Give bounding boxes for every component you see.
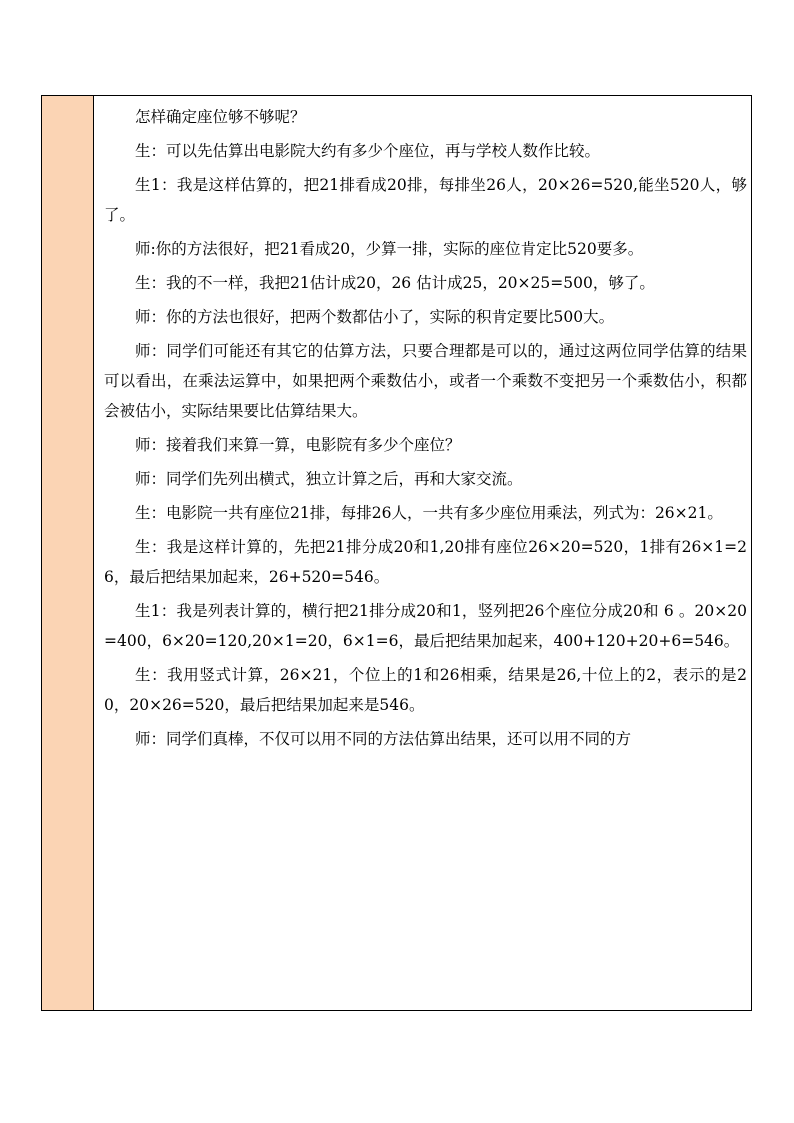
paragraph: 生1：我是列表计算的，横行把21排分成20和1，竖列把26个座位分成20和 6 。20×20=400，6×20=120,20×1=20，6×1=6，最后把结果加起来，400+120+20+6=546。 [104,602,747,650]
paragraph: 师：同学们可能还有其它的估算方法，只要合理都是可以的，通过这两位同学估算的结果可以看出，在乘法运算中，如果把两个乘数估小，或者一个乘数不变把另一个乘数估小，积都会被估小，实际结果要比估算结果大。 [104,342,747,420]
paragraph: 生：我是这样计算的，先把21排分成20和1,20排有座位26×20=520，1排有26×1=26，最后把结果加起来，26+520=546。 [104,538,747,586]
paragraph: 生：我的不一样，我把21估计成20，26 估计成25，20×25=500，够了。 [135,274,655,292]
lesson-content-cell [94,96,751,1010]
paragraph: 生：我用竖式计算，26×21，个位上的1和26相乘，结果是26,十位上的2，表示的是20，20×26=520，最后把结果加起来是546。 [104,666,747,714]
side-column-cell [42,96,94,1010]
paragraph: 怎样确定座位够不够呢？ [135,108,306,126]
paragraph: 师:你的方法很好，把21看成20，少算一排，实际的座位肯定比520要多。 [135,240,644,258]
paragraph: 师：接着我们来算一算，电影院有多少个座位？ [135,436,461,454]
paragraph: 生1：我是这样估算的，把21排看成20排，每排坐26人，20×26=520,能坐520人，够了。 [104,176,747,224]
paragraph: 师：同学们真棒，不仅可以用不同的方法估算出结果，还可以用不同的方 [135,730,632,748]
paragraph: 师：你的方法也很好，把两个数都估小了，实际的积肯定要比500大。 [135,308,615,326]
lesson-table [41,95,752,1011]
paragraph: 生：电影院一共有座位21排，每排26人，一共有多少座位用乘法，列式为：26×21。 [135,504,723,522]
paragraph: 生：可以先估算出电影院大约有多少个座位，再与学校人数作比较。 [135,142,601,160]
paragraph: 师：同学们先列出横式，独立计算之后，再和大家交流。 [135,470,523,488]
